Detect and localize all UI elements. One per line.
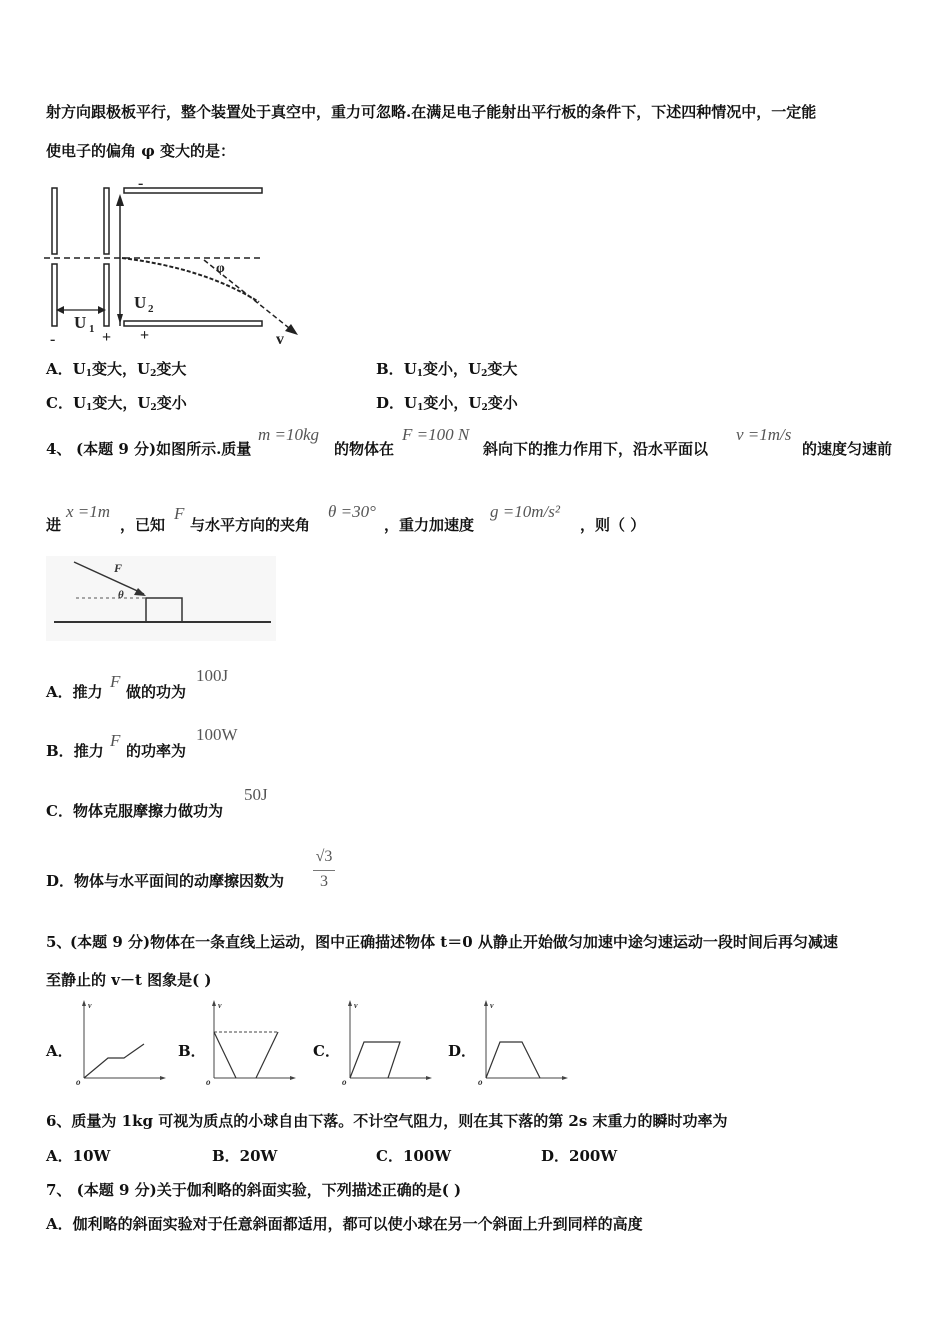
q5-graph-c[interactable] [342,998,432,1086]
q4-figure-block [46,556,276,641]
plus-sign-left: + [102,329,112,346]
q4-option-c-value: 50J [244,785,268,804]
q4-text-9: ，则（ ） [580,516,646,534]
q4-option-c[interactable]: C．物体克服摩擦力做功为 [46,802,223,820]
q4-option-d-numerator: √3 [315,848,333,865]
q5-graph-b[interactable] [206,998,296,1086]
origin-label: o [206,1077,211,1087]
q4-option-a[interactable]: A．推力 [46,683,103,701]
q4-math-f: F [174,504,185,523]
q4-math-gravity: g =10m/s² [490,502,560,521]
q4-option-b-text2: 的功率为 [126,742,187,760]
q4-text-3: 斜向下的推力作用下，沿水平面以 [483,440,709,458]
q6-option-a[interactable]: A．10W [46,1147,111,1165]
v-axis-label: v [218,1001,222,1010]
angle-label: θ [118,589,124,601]
q4-text-5: 进 [46,516,62,534]
q4-text-7: 与水平方向的夹角 [190,516,311,534]
force-label: F [114,561,123,575]
u1-label: U [74,313,87,332]
q4-option-d-denominator: 3 [320,873,328,890]
q4-math-velocity: v =1m/s [736,425,792,444]
q3-option-c[interactable]: C．$U_1$变大，$U_2$变小 [46,394,187,413]
q3-option-d[interactable]: D．$U_1$变小，$U_2$变小 [376,394,518,413]
q7-option-a[interactable]: A．伽利略的斜面实验对于任意斜面都适用，都可以使小球在另一个斜面上升到同样的高度 [46,1215,643,1233]
q5-text-line1: (本题 9 分)物体在一条直线上运动，图中正确描述物体 t＝0 从静止开始做匀加速中途匀速运动一段时间后再匀减速 [70,933,838,951]
q4-text-1: (本题 9 分)如图所示.质量 [76,440,252,458]
q4-math-distance: x =1m [66,502,111,521]
q4-option-a-text2: 做的功为 [126,683,187,701]
q6-option-b[interactable]: B．20W [212,1147,278,1165]
q4-option-b-f: F [110,731,121,750]
q4-option-a-f: F [110,672,121,691]
q4-option-b[interactable]: B．推力 [46,742,104,760]
fraction-bar [313,870,335,871]
q5-graph-a[interactable] [76,998,166,1086]
q4-option-a-value: 100J [196,666,229,685]
origin-label: o [342,1077,347,1087]
q6-option-c[interactable]: C．100W [376,1147,452,1165]
q5-option-d-label[interactable]: D． [448,1042,477,1060]
u1-sub: 1 [89,323,95,335]
v-axis-label: v [88,1001,92,1010]
q4-math-mass: m =10kg [258,425,320,444]
q5-text-line2: 至静止的 v－t 图象是( ) [46,971,212,989]
q5-graph-d[interactable] [478,998,568,1086]
q3-figure-deflection [44,175,314,348]
q7-text: 7、 (本题 9 分)关于伽利略的斜面实验，下列描述正确的是( ) [46,1181,462,1199]
minus-sign-top: - [138,175,144,192]
q5-option-a-label[interactable]: A． [46,1042,73,1060]
q4-text-8: ，重力加速度 [384,516,475,534]
q5-number: 5、 [46,933,72,951]
q6-text: 6、质量为 1kg 可视为质点的小球自由下落。不计空气阻力，则在其下落的第 2s 末重力的瞬时功率为 [46,1112,728,1130]
origin-label: o [478,1077,483,1087]
plus-sign-bottom: + [140,327,150,344]
q4-number: 4、 [46,440,72,458]
q3-text-line1: 射方向跟极板平行，整个装置处于真空中，重力可忽略.在满足电子能射出平行板的条件下，下述四种情况中，一定能 [46,103,817,121]
q4-math-force: F =100 N [402,425,470,444]
q3-option-b[interactable]: B．$U_1$变小，$U_2$变大 [376,360,518,379]
q6-option-d[interactable]: D．200W [541,1147,618,1165]
v-axis-label: v [354,1001,358,1010]
velocity-label: v [276,331,284,348]
v-axis-label: v [490,1001,494,1010]
origin-label: o [76,1077,81,1087]
q5-option-c-label[interactable]: C． [313,1042,340,1060]
u2-sub: 2 [148,303,154,315]
q5-option-b-label[interactable]: B． [178,1042,206,1060]
phi-label: φ [216,261,225,276]
q4-text-6: ，已知 [120,516,166,534]
minus-sign-bottom: - [50,331,56,348]
u2-label: U [134,293,147,312]
q4-option-b-value: 100W [196,725,238,744]
q3-option-a[interactable]: A．$U_1$变大，$U_2$变大 [46,360,187,379]
q4-text-4: 的速度匀速前 [802,440,893,458]
q4-text-2: 的物体在 [334,440,395,458]
q4-math-angle: θ =30° [328,502,376,521]
q3-text-line2: 使电子的偏角 φ 变大的是： [46,142,236,160]
q4-option-d[interactable]: D．物体与水平面间的动摩擦因数为 [46,872,285,890]
